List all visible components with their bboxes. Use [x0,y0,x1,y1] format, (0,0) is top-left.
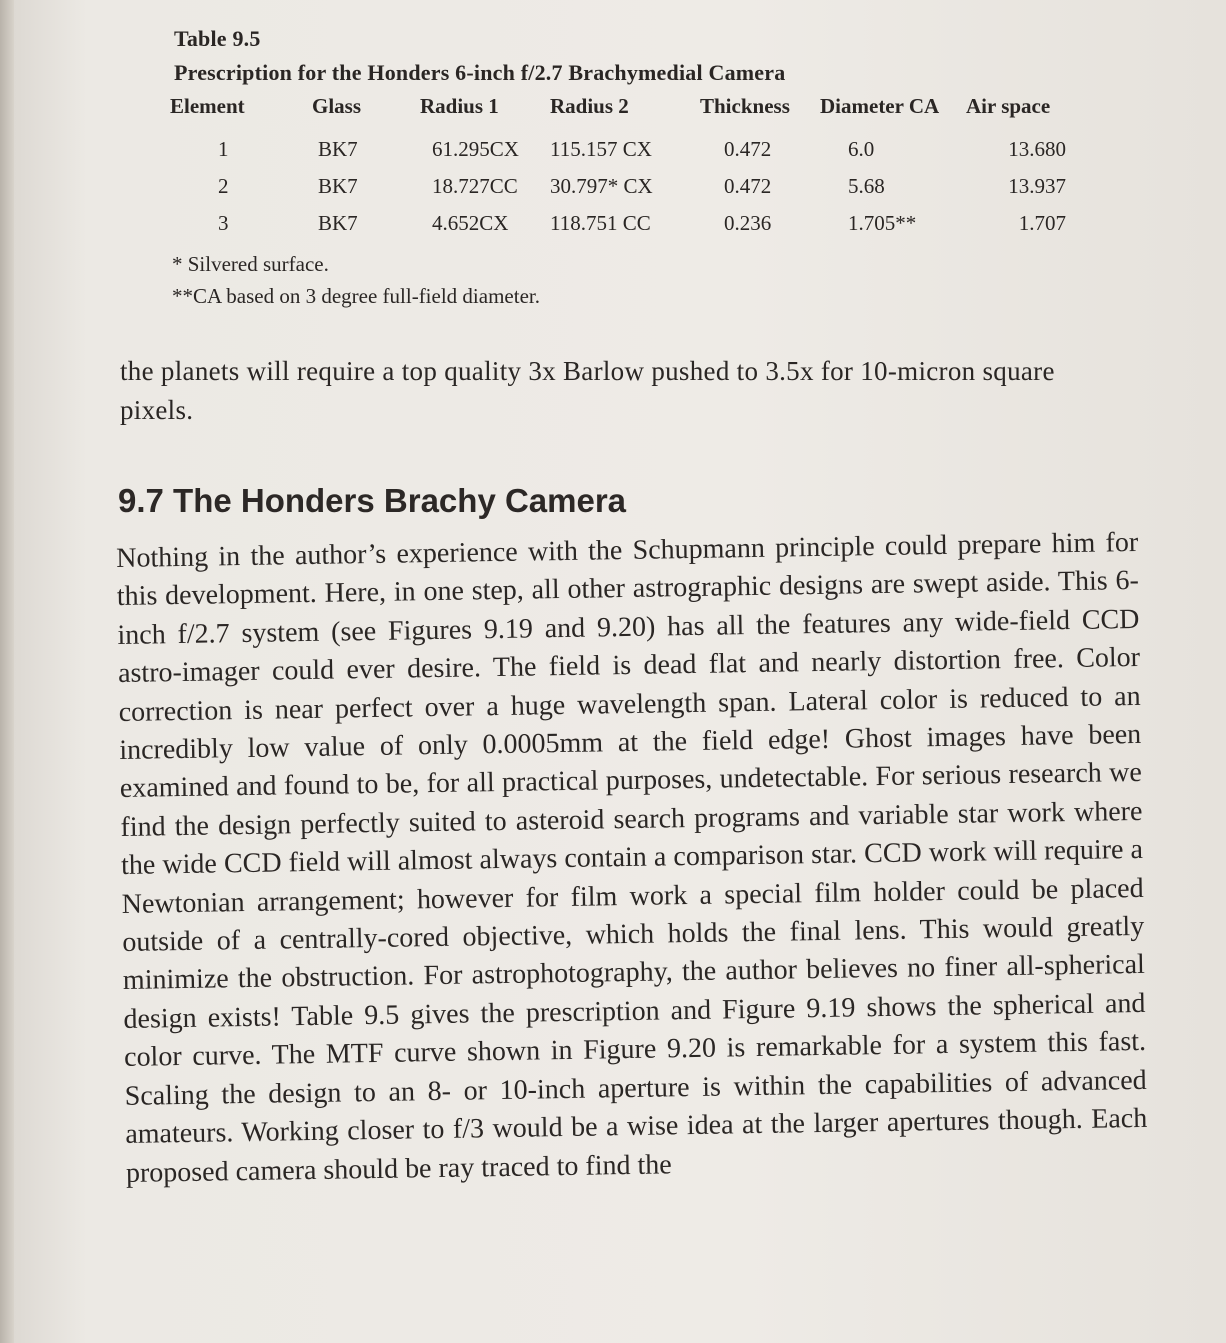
cell-element: 3 [218,211,229,235]
cell-air-space: 13.680 [1008,137,1066,161]
table-row [170,168,1076,205]
header-air-space: Air space [966,94,1051,118]
cell-radius-2: 118.751 CC [550,211,651,235]
table-row [170,131,1076,168]
cell-radius-2: 115.157 CX [550,137,652,161]
header-radius-1: Radius 1 [420,94,499,118]
cell-radius-2: 30.797* CX [550,174,653,198]
cell-element: 2 [218,174,229,198]
header-radius-2: Radius 2 [550,94,629,118]
cell-diameter-ca: 1.705** [848,211,917,235]
prescription-table [170,94,1076,242]
cell-thickness: 0.472 [724,137,772,161]
intro-paragraph: the planets will require a top quality 3x Barlow pushed to 3.5x for 10-micron square pixels. [120,356,1055,425]
cell-diameter-ca: 6.0 [848,137,875,161]
cell-radius-1: 18.727CC [432,174,518,198]
cell-radius-1: 4.652CX [432,211,509,235]
cell-glass: BK7 [318,211,358,235]
table-row [170,205,1076,242]
table-footnote-1: * Silvered surface. [172,252,329,276]
cell-element: 1 [218,137,229,161]
cell-glass: BK7 [318,174,358,198]
section-body: Nothing in the author’s experience with the Schupmann principle could prepare him for this development. Here, in one step, all other astrographic designs are swept aside. This 6-inch f/2.7 system (see Figures 9.19 and 9.20) has all the features any wide-field CCD astro-imager could ever desire. The field is dead flat and nearly distortion free. Color correction is near perfect over a huge wavelength span. Lateral color is reduced to an incredibly low value of only 0.0005mm at the field edge! Ghost images have been examined and found to be, for all practical purposes, undetectable. For serious research we find the design perfectly suited to asteroid search programs and variable star work where the wide CCD field will almost always contain a comparison star. CCD work will require a Newtonian arrangement; however for film work a special film holder could be placed outside of a centrally-cored objective, which holds the final lens. This would greatly minimize the obstruction. For astrophotography, the author believes no finer all-spherical design exists! Table 9.5 gives the prescription and Figure 9.19 shows the spherical and color curve. The MTF curve shown in Figure 9.20 is remarkable for a system this fast. Scaling the design to an 8- or 10-inch aperture is within the capabilities of advanced amateurs. Working closer to f/3 would be a wise idea at the larger apertures though. Each proposed camera should be ray traced to find the [116,526,1148,1189]
cell-thickness: 0.236 [724,211,772,235]
table-header-row [170,94,1076,131]
table-label: Table 9.5 [174,26,261,51]
table-caption: Prescription for the Honders 6-inch f/2.7 Brachymedial Camera [174,60,786,85]
cell-air-space: 1.707 [1018,211,1066,235]
table-footnote-2: **CA based on 3 degree full-field diameter. [172,284,540,308]
header-diameter-ca: Diameter CA [820,94,940,118]
header-thickness: Thickness [700,94,790,118]
header-element: Element [170,94,245,118]
cell-radius-1: 61.295CX [432,137,519,161]
page-gutter [0,0,14,1343]
cell-diameter-ca: 5.68 [848,174,885,198]
header-glass: Glass [312,94,362,118]
cell-thickness: 0.472 [724,174,772,198]
section-heading: 9.7 The Honders Brachy Camera [118,482,627,519]
cell-glass: BK7 [318,137,358,161]
cell-air-space: 13.937 [1008,174,1066,198]
